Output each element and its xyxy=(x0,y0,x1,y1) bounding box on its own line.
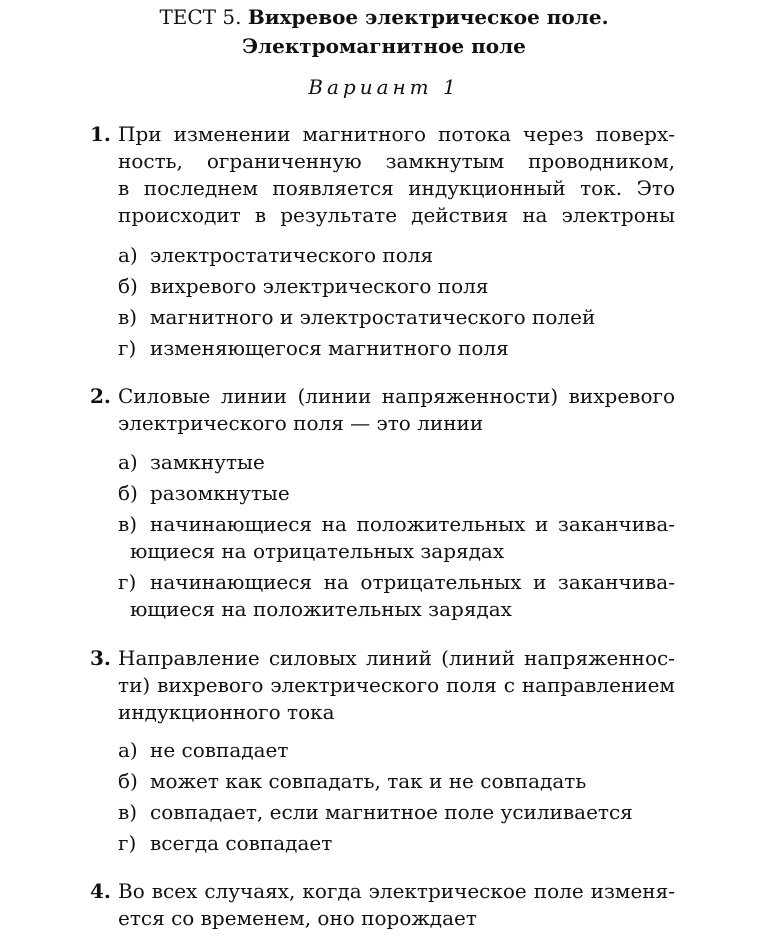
question-text-line: ность, ограниченную замкнутым проводником, xyxy=(118,149,675,173)
option-letter: г) xyxy=(118,570,137,594)
question-text-line: электрического поля — это линии xyxy=(118,411,484,435)
question-number: 1. xyxy=(90,122,111,146)
option-letter: б) xyxy=(118,769,138,793)
question-text-line: индукционного тока xyxy=(118,700,335,724)
question-number: 4. xyxy=(90,879,111,903)
option-text: вихревого электрического поля xyxy=(150,274,489,298)
option-letter: в) xyxy=(118,512,138,536)
option-text-continuation: ющиеся на отрицательных зарядах xyxy=(130,539,505,563)
option-letter: г) xyxy=(118,336,137,360)
option-text: не совпадает xyxy=(150,738,289,762)
option-text-continuation: ющиеся на положительных зарядах xyxy=(130,597,512,621)
option-text: может как совпадать, так и не совпадать xyxy=(150,769,587,793)
variant-heading: Вариант 1 xyxy=(308,75,460,99)
test-topic: Вихревое электрическое поле. xyxy=(247,5,609,29)
question-text-line: в последнем появляется индукционный ток. Это xyxy=(118,176,675,200)
test-number-label: ТЕСТ 5. xyxy=(159,5,242,29)
option-letter: а) xyxy=(118,450,138,474)
option-letter: б) xyxy=(118,274,138,298)
question-text-line: ти) вихревого электрического поля с направлением xyxy=(118,673,675,697)
option-text: электростатического поля xyxy=(150,243,434,267)
question-text-line: Силовые линии (линии напряженности) вихревого xyxy=(118,384,675,408)
option-text: совпадает, если магнитное поле усиливается xyxy=(150,800,633,824)
question-text-line: происходит в результате действия на электроны xyxy=(118,203,675,227)
option-text: начинающиеся на отрицательных и заканчива- xyxy=(150,570,675,594)
option-text: всегда совпадает xyxy=(150,831,333,855)
question-text-line: ется со временем, оно порождает xyxy=(118,906,477,930)
test-subtitle: Электромагнитное поле xyxy=(242,34,526,58)
question-number: 3. xyxy=(90,646,111,670)
option-letter: в) xyxy=(118,800,138,824)
question-text-line: Во всех случаях, когда электрическое поле изменя- xyxy=(118,879,675,903)
question-text-line: При изменении магнитного потока через поверх- xyxy=(118,122,675,146)
question-number: 2. xyxy=(90,384,111,408)
option-letter: а) xyxy=(118,243,138,267)
test-title xyxy=(0,4,768,31)
option-text: изменяющегося магнитного поля xyxy=(150,336,509,360)
option-text: разомкнутые xyxy=(150,481,290,505)
option-text: замкнутые xyxy=(150,450,265,474)
option-text: магнитного и электростатического полей xyxy=(150,305,596,329)
option-letter: а) xyxy=(118,738,138,762)
question-text-line: Направление силовых линий (линий напряженнос- xyxy=(118,646,675,670)
option-letter: б) xyxy=(118,481,138,505)
option-text: начинающиеся на положительных и заканчива- xyxy=(150,512,675,536)
option-letter: г) xyxy=(118,831,137,855)
option-letter: в) xyxy=(118,305,138,329)
